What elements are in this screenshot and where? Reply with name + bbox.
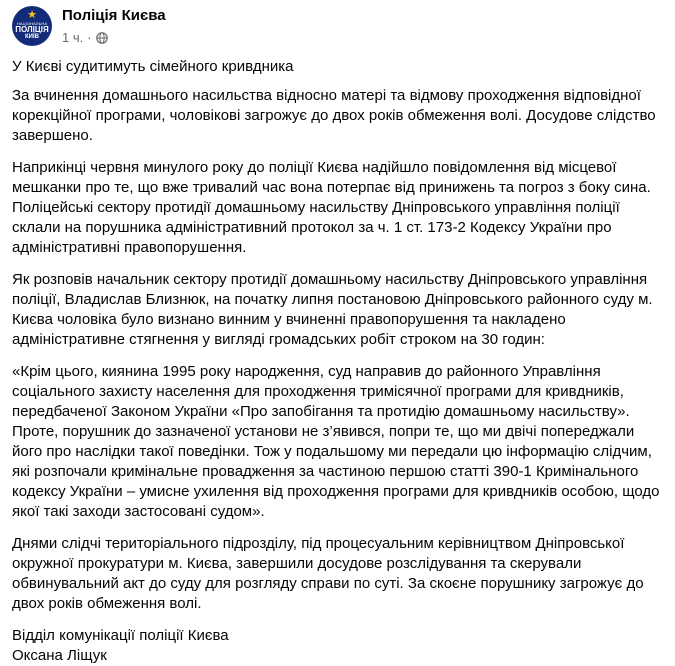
star-icon: ★ [27,9,37,21]
post-paragraph: Днями слідчі територіального підрозділу, під процесуальним керівництвом Дніпровської окружної прокуратури м. Києва, завершили досудове розслідування та скерували обвинувальний акт до суду для розгляду справи по суті. За скоєне порушнику загрожує до двох років обмеження волі. [12,535,644,612]
post-title: У Києві судитимуть сімейного кривдника [12,58,294,75]
post-paragraph: «Крім цього, киянина 1995 року народження, суд направив до районного Управління соціального захисту населення для проходження тримісячної програми для кривдників, передбаченої Законом України «Про запобігання та протидію домашньому насильству». Проте, порушник до зазначеної установи не з’явився, попри те, що ми двічі попереджали його про наслідки такої поведінки. Тож у подальшому ми передали цю інформацію слідчим, які розпочали кримінальне провадження за частиною першою статті 390-1 Кримінального кодексу України – умисне ухилення від проходження програми для кривдників особою, щодо якої такі заходи застосовані судом». [12,363,660,520]
post-paragraph: За вчинення домашнього насильства відносно матері та відмову проходження відповідної корекційної програми, чоловікові загрожує до двох років обмеження волі. Досудове слідство завершено. [12,87,656,144]
globe-icon[interactable] [96,32,108,44]
post-paragraph: Як розповів начальник сектору протидії домашньому насильству Дніпровського управління поліції, Владислав Близнюк, на початку липня постановою Дніпровського районного суду м. Києва чоловіка було визнано винним у вчиненні правопорушення та накладено адміністративне стягнення у вигляді громадських робіт строком на 30 годин: [12,271,653,348]
post-paragraph: Наприкінці червня минулого року до поліції Києва надійшло повідомлення від місцевої мешканки про те, що вже тривалий час вона потерпає від принижень та погроз з боку сина. Поліцейські сектору протидії домашньому насильству Дніпровського управління поліції склали на порушника адміністративний протокол за ч. 1 ст. 173-2 Кодексу України про адміністративні правопорушення. [12,159,651,256]
signature-author: Оксана Ліщук [12,647,107,664]
page-name-link[interactable]: Поліція Києва [62,7,166,24]
avatar[interactable] [12,6,52,46]
post-timestamp[interactable]: 1 ч. [62,30,84,45]
post-meta [62,30,108,45]
post-body [12,57,667,666]
avatar-text-national: НАЦІОНАЛЬНА [16,21,48,26]
avatar-text-kyiv: КИЇВ [25,34,39,40]
signature-department: Відділ комунікації поліції Києва [12,627,229,644]
avatar-text-police: ПОЛІЦІЯ [15,25,49,34]
meta-separator: · [87,30,92,45]
